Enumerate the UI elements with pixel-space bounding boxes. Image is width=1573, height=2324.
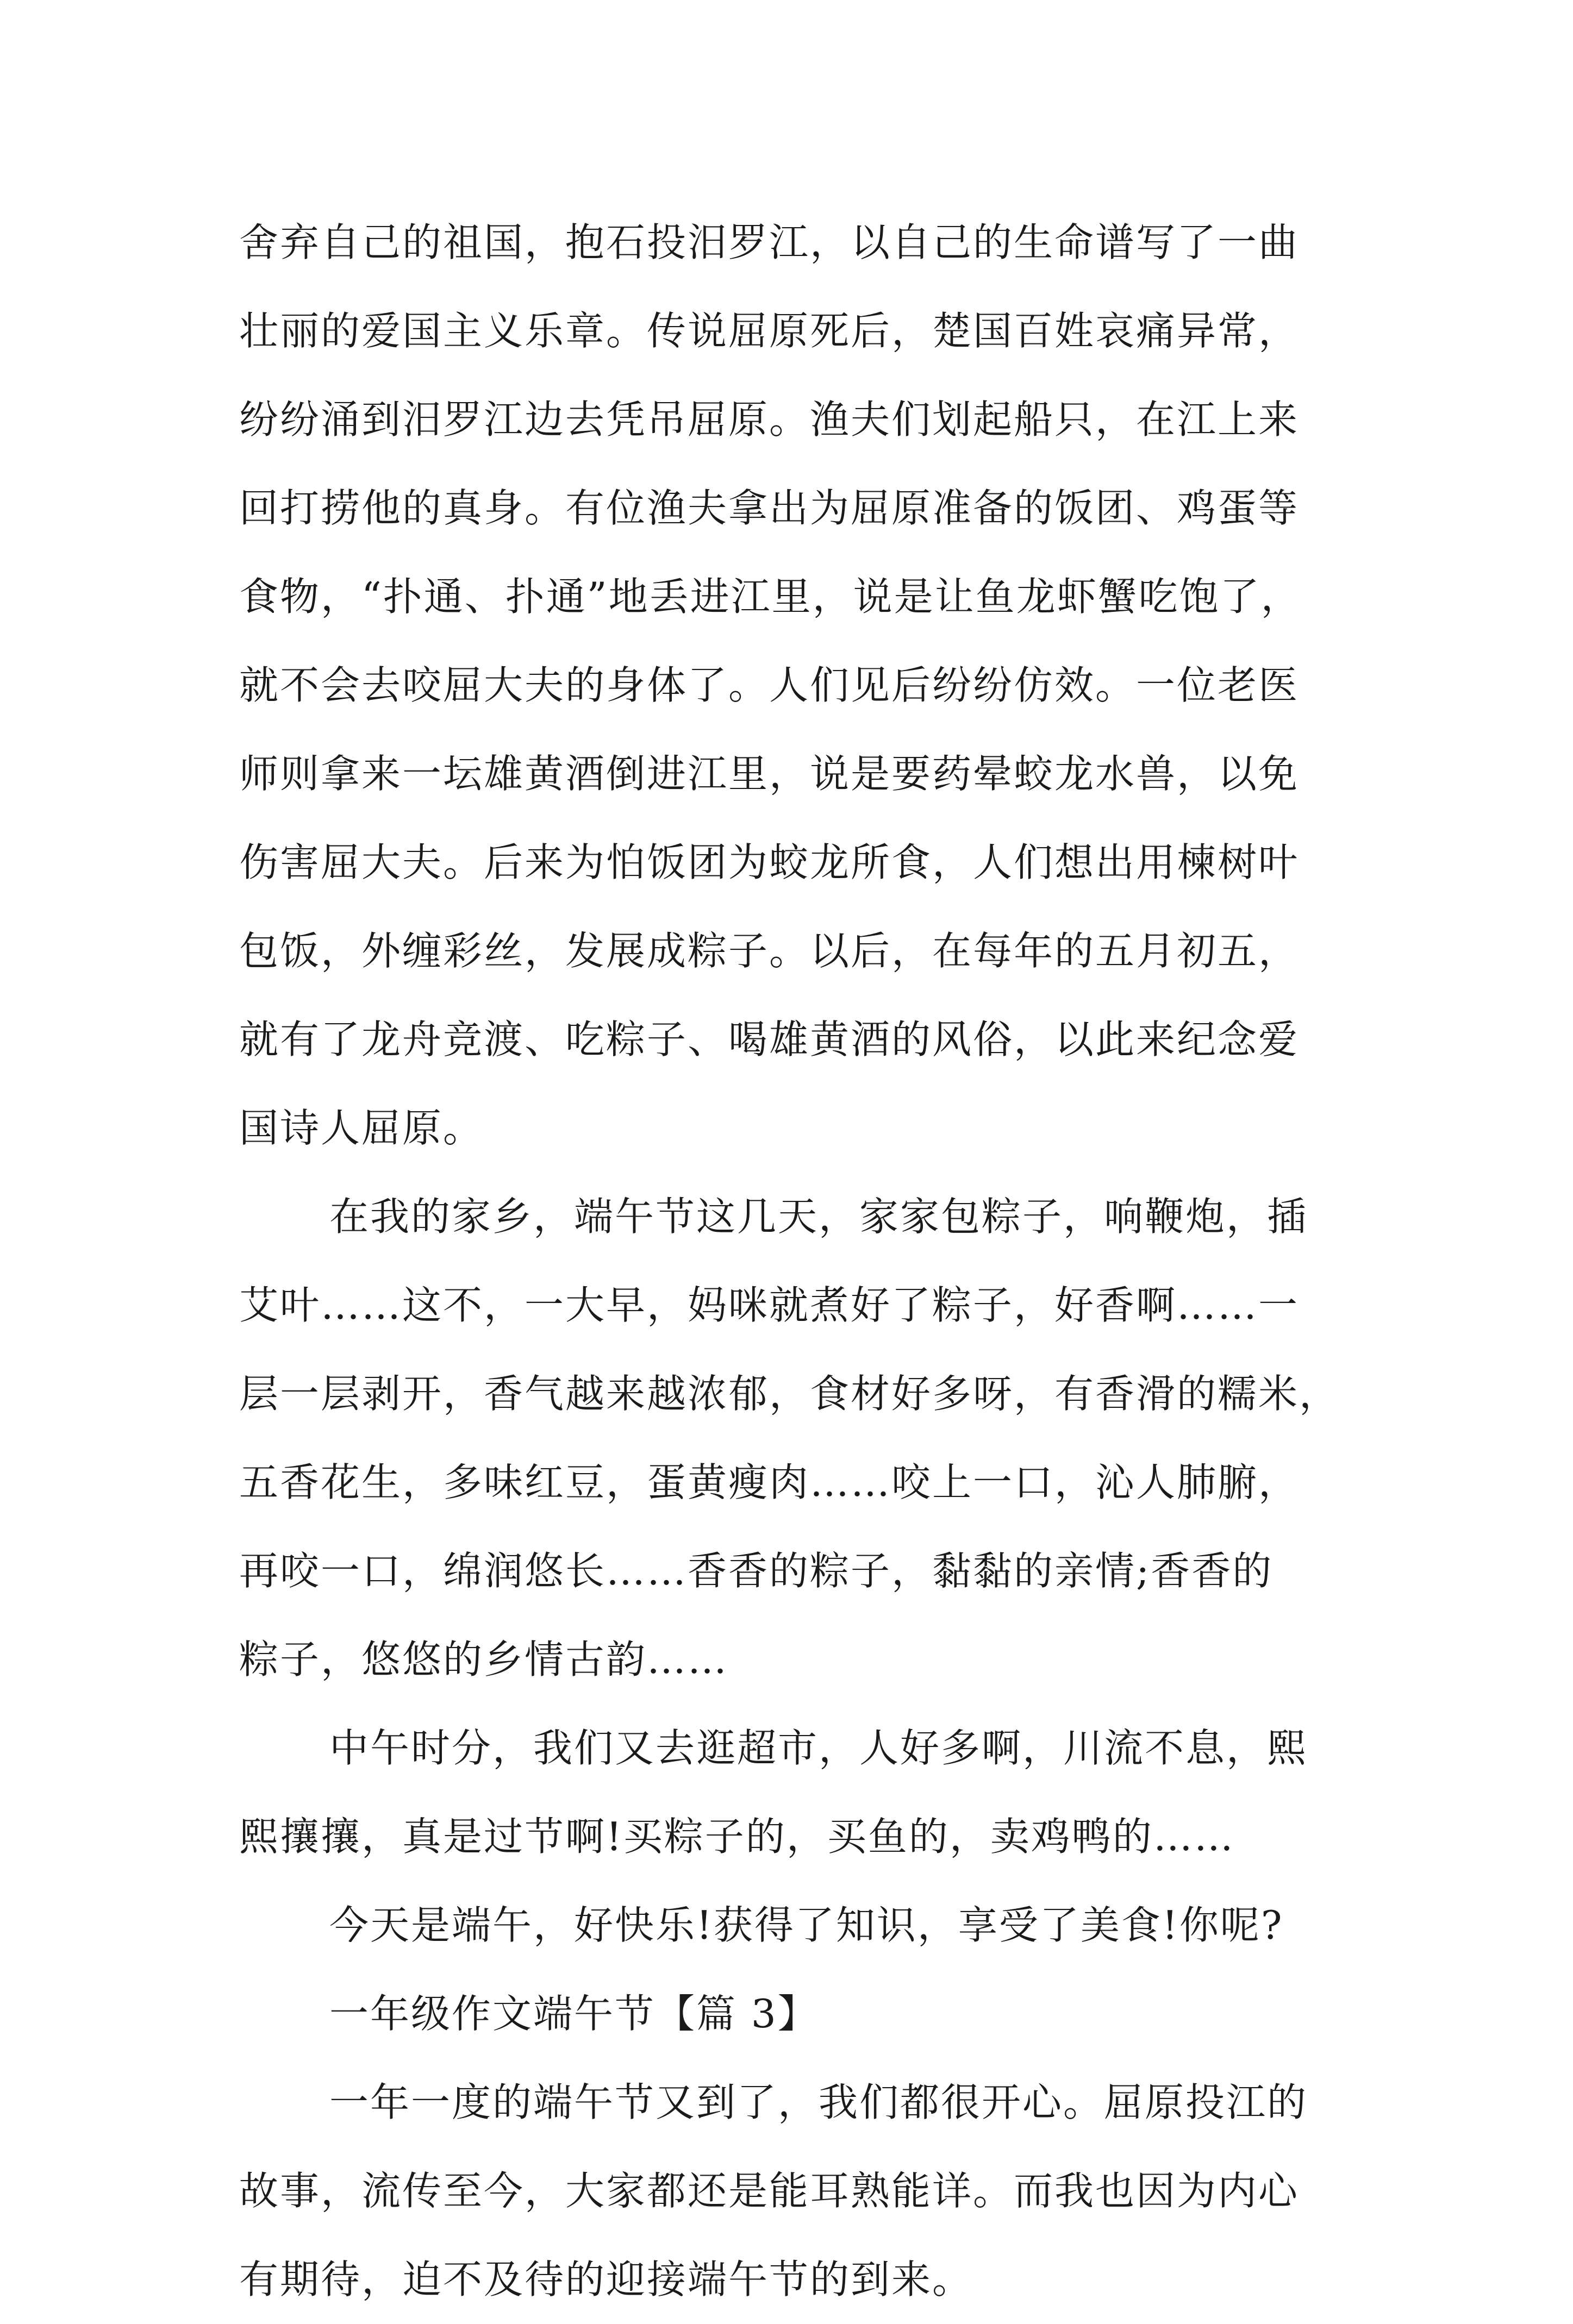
text-line: 粽子，悠悠的乡情古韵…… [239, 1637, 729, 1682]
text-line: 有期待，迫不及待的迎接端午节的到来。 [239, 2257, 973, 2302]
paragraph-start-line: 中午时分，我们又去逛超市，人好多啊，川流不息，熙 [329, 1725, 1308, 1771]
text-line: 食物，“扑通、扑通”地丢进江里，说是让鱼龙虾蟹吃饱了， [239, 574, 1302, 619]
text-line: 再咬一口，绵润悠长……香香的粽子，黏黏的亲情;香香的 [239, 1548, 1274, 1594]
text-line: 包饭，外缠彩丝，发展成粽子。以后，在每年的五月初五， [239, 928, 1300, 974]
text-line: 国诗人屈原。 [239, 1105, 484, 1151]
text-line: 师则拿来一坛雄黄酒倒进江里，说是要药晕蛟龙水兽，以免 [239, 751, 1300, 797]
text-line: 就不会去咬屈大夫的身体了。人们见后纷纷仿效。一位老医 [239, 662, 1300, 708]
document-body [239, 198, 1370, 2324]
text-line: 回打捞他的真身。有位渔夫拿出为屈原准备的饭团、鸡蛋等 [239, 485, 1300, 531]
text-line: 故事，流传至今，大家都还是能耳熟能详。而我也因为内心 [239, 2168, 1300, 2214]
text-line: 五香花生，多味红豆，蛋黄瘦肉……咬上一口，沁人肺腑， [239, 1459, 1300, 1505]
text-line: 艾叶……这不，一大早，妈咪就煮好了粽子，好香啊……一 [239, 1282, 1300, 1328]
paragraph-start-line: 今天是端午，好快乐!获得了知识，享受了美食!你呢? [329, 1902, 1284, 1948]
text-line: 就有了龙舟竞渡、吃粽子、喝雄黄酒的风俗，以此来纪念爱 [239, 1017, 1300, 1062]
text-line: 纷纷涌到汨罗江边去凭吊屈原。渔夫们划起船只，在江上来 [239, 397, 1300, 442]
text-line: 层一层剥开，香气越来越浓郁，食材好多呀，有香滑的糯米， [239, 1371, 1340, 1417]
paragraph-start-line: 在我的家乡，端午节这几天，家家包粽子，响鞭炮，插 [329, 1194, 1308, 1239]
text-line: 伤害屈大夫。后来为怕饭团为蛟龙所食，人们想出用楝树叶 [239, 840, 1300, 885]
text-line: 壮丽的爱国主义乐章。传说屈原死后，楚国百姓哀痛异常， [239, 308, 1300, 354]
text-line: 熙攘攘，真是过节啊!买粽子的，买鱼的，卖鸡鸭的…… [239, 1814, 1235, 1859]
text-line: 舍弃自己的祖国，抱石投汨罗江，以自己的生命谱写了一曲 [239, 220, 1300, 265]
paragraph-start-line: 一年一度的端午节又到了，我们都很开心。屈原投江的 [329, 2079, 1308, 2125]
section-heading: 一年级作文端午节【篇 3】 [329, 1991, 819, 2037]
